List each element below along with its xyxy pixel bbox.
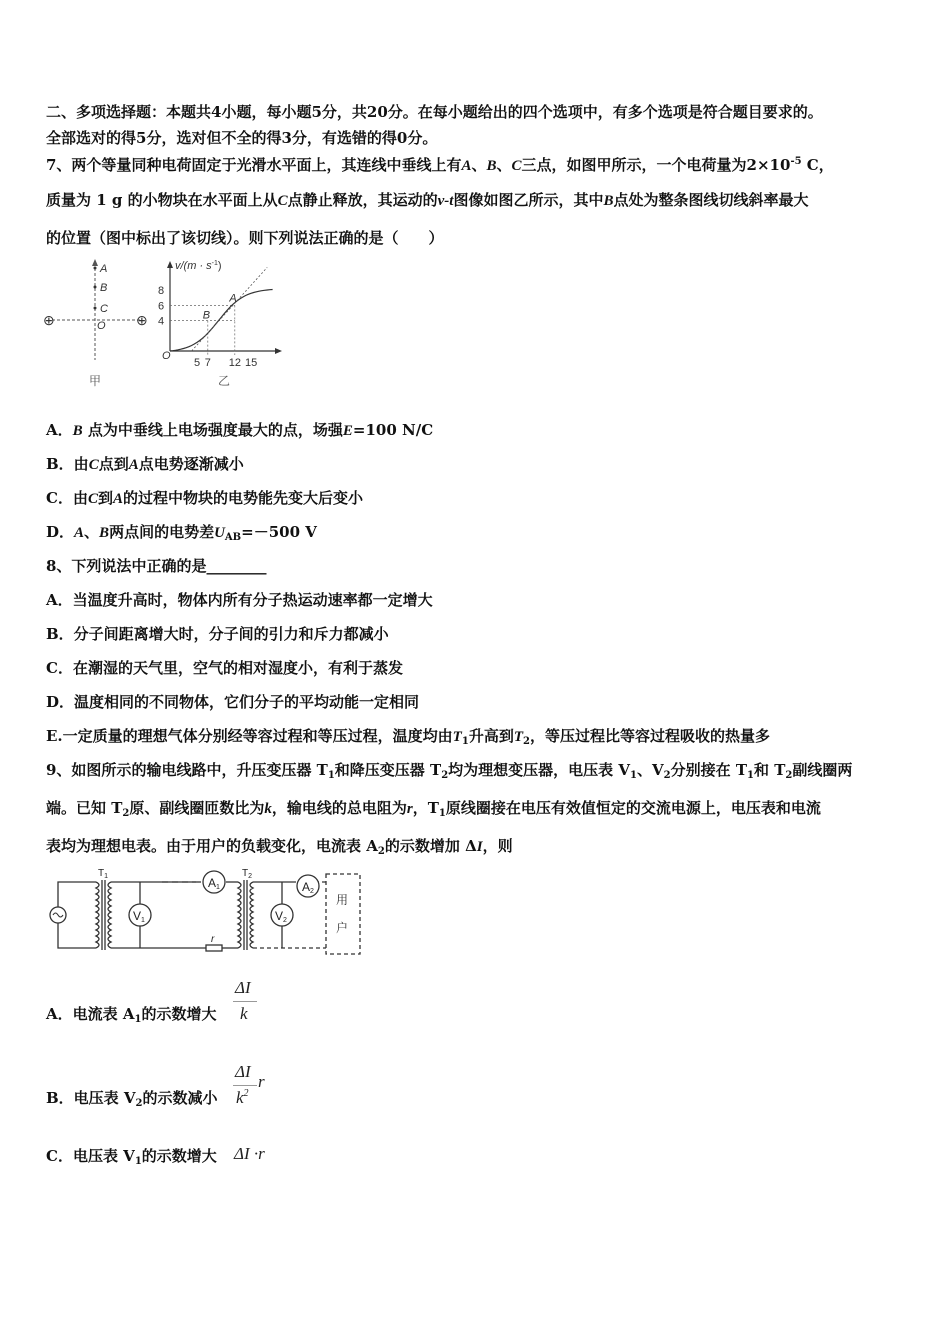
q9-circuit-diagram: [44, 864, 366, 960]
x-ticks: [194, 357, 257, 369]
y-ticks: [158, 285, 164, 327]
user-label-2: 户: [336, 921, 349, 935]
label-B: B: [100, 282, 108, 294]
y-axis-label: $v/(m \cdot s^{-1})$: [175, 260, 222, 272]
q7-option-c[interactable]: C．由C到A的过程中物块的电势能先变大后变小: [46, 489, 364, 507]
resistor-r: [206, 945, 222, 951]
x-tick-label-2: 12: [228, 357, 242, 369]
q9-option-b-numerator: ΔI: [235, 1062, 251, 1081]
caption-jia: 甲: [89, 374, 102, 388]
ammeter-a1-label: A1: [208, 876, 220, 891]
q8-option-a[interactable]: A．当温度升高时，物体内所有分子热运动速率都一定增大: [46, 591, 433, 609]
q7-option-b[interactable]: B．由C点到A点电势逐渐减小: [46, 455, 244, 473]
q8-option-b[interactable]: B．分子间距离增大时，分子间的引力和斥力都减小: [46, 625, 389, 643]
y-axis-arrow-icon: [167, 261, 173, 268]
voltmeter-v2-label: V2: [275, 909, 287, 924]
q9-option-c-expression: ΔI ·r: [234, 1144, 265, 1163]
positive-charge-right-icon: ⊕: [136, 312, 148, 328]
q9-stem-line2: 端。已知 $T_2$原、副线圈匝数比为k，输电线的总电阻为r，$T_1$原线圈接在电压有效值恒定的交流电源上，电压表和电流: [46, 799, 821, 819]
t2-secondary-coil: [250, 882, 253, 948]
q9-option-c[interactable]: C．电压表 $V_1$的示数增大: [46, 1147, 217, 1167]
q9-stem-line3: 表均为理想电表。由于用户的负载变化，电流表 $A_2$的示数增加 ΔI，则: [46, 837, 513, 857]
point-B-label: B: [202, 309, 211, 322]
q9-option-a-fraction-bar: [233, 1001, 257, 1002]
q8-option-e[interactable]: E.一定质量的理想气体分别经等容过程和等压过程，温度均由$T_1$升高到$T_2$，等压过程比等容过程吸收的热量多: [46, 727, 770, 747]
x-axis-arrow-icon: [275, 348, 282, 354]
t2-primary-coil: [238, 882, 241, 948]
q9-option-a-denominator: k: [240, 1004, 248, 1023]
caption-yi: 乙: [218, 374, 231, 388]
y-tick-label-0: 8: [158, 285, 165, 298]
label-O: O: [97, 320, 106, 332]
q9-option-b-denominator: $k^2$: [236, 1088, 249, 1107]
t2-label: $T_2$: [242, 868, 253, 880]
label-A: A: [100, 263, 108, 275]
q9-option-a-numerator: ΔI: [235, 978, 251, 997]
resistor-label: r: [211, 934, 215, 945]
q9-option-b-r: r: [258, 1072, 265, 1091]
q7-figure-jia: [40, 255, 160, 390]
y-tick-label-1: 6: [158, 300, 165, 313]
section-header-line1: 二、多项选择题：本题共4小题，每小题5分，共20分。在每小题给出的四个选项中，有多个选项是符合题目要求的。: [46, 103, 823, 121]
vt-curve: [170, 290, 273, 352]
q7-stem-line3: 的位置（图中标出了该切线）。则下列说法正确的是（ ）: [46, 229, 444, 247]
t1-secondary-coil: [108, 882, 111, 948]
ammeter-a2-label: A2: [302, 880, 314, 895]
q9-option-b[interactable]: B．电压表 $V_2$的示数减小: [46, 1089, 218, 1109]
q8-option-c[interactable]: C．在潮湿的天气里，空气的相对湿度小，有利于蒸发: [46, 659, 403, 677]
q7-option-d[interactable]: D．A、B两点间的电势差$U_{AB}=-500$ V: [46, 523, 317, 543]
label-C: C: [100, 303, 108, 315]
x-tick-label-0: 5: [194, 357, 201, 369]
section-header-line2: 全部选对的得5分，选对但不全的得3分，有选错的得0分。: [46, 129, 438, 147]
q7-stem-line2: 质量为 1 g 的小物块在水平面上从C点静止释放，其运动的v-t图像如图乙所示，其中B点处为整条图线切线斜率最大: [46, 191, 809, 209]
x-tick-label-1: 7: [204, 357, 211, 369]
q8-option-d[interactable]: D．温度相同的不同物体，它们分子的平均动能一定相同: [46, 693, 420, 711]
t1-label: $T_1$: [98, 868, 109, 880]
arrow-up-icon: [92, 259, 98, 266]
x-tick-label-3: 15: [245, 357, 258, 369]
origin-label: O: [162, 350, 171, 362]
user-label-1: 用: [336, 893, 349, 907]
point-A-label: A: [229, 292, 237, 305]
voltmeter-v1-label: V1: [133, 909, 145, 924]
q7-figure-yi: [158, 255, 288, 390]
positive-charge-left-icon: ⊕: [43, 312, 55, 328]
q9-option-a[interactable]: A．电流表 $A_1$的示数增大: [46, 1005, 217, 1025]
q7-option-a[interactable]: A．B 点为中垂线上电场强度最大的点，场强E=100 N/C: [46, 421, 434, 439]
y-tick-label-2: 4: [158, 315, 165, 328]
t1-primary-coil: [96, 882, 99, 948]
q9-option-b-fraction-bar: [233, 1085, 257, 1086]
user-load-box: [326, 874, 360, 954]
q9-stem-line1: 9、如图所示的输电线路中，升压变压器 $T_1$和降压变压器 $T_2$均为理想变压器，电压表 $V_1$、$V_2$分别接在 $T_1$和 $T_2$副线圈两: [46, 761, 853, 781]
q7-stem-line1: 7、两个等量同种电荷固定于光滑水平面上，其连线中垂线上有A、B、C三点，如图甲所示，一个电荷量为$2\times 10^{-5}$ C，: [46, 156, 834, 174]
q8-stem: 8、下列说法中正确的是________: [46, 557, 267, 575]
